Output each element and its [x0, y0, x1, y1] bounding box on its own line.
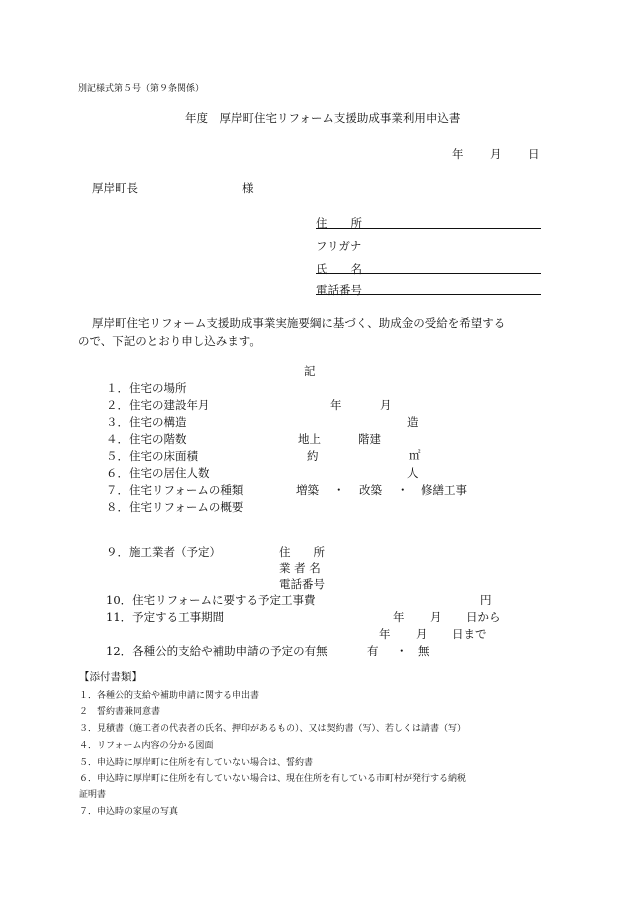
- item-12-public-subsidy: 12．各種公的支給や補助申請の予定の有無: [106, 644, 328, 658]
- applicant-furigana-label: フリガナ: [316, 239, 362, 253]
- attachment-6-line-2: 証明書: [79, 790, 107, 800]
- item-11-to-year: 年: [379, 627, 391, 641]
- item-6-residents: ６．住宅の居住人数: [106, 466, 210, 480]
- item-9-company-label: 業 者 名: [279, 561, 321, 575]
- item-12-option-yes[interactable]: 有: [367, 644, 379, 658]
- honorific: 様: [242, 181, 254, 195]
- item-12-option-no: 無: [418, 644, 430, 658]
- applicant-address-field[interactable]: [316, 228, 541, 229]
- attachment-4: ４．リフォーム内容の分かる図面: [79, 741, 214, 751]
- item-6-unit: 人: [407, 466, 419, 480]
- item-7-reform-type: ７．住宅リフォームの種類: [106, 483, 244, 497]
- form-number: 別記様式第５号（第９条関係）: [78, 84, 205, 94]
- item-11-from-day: 日から: [466, 610, 501, 624]
- item-7-option-extension[interactable]: 増築: [296, 483, 319, 497]
- applicant-phone-label: 電話番号: [316, 283, 362, 297]
- item-7-separator-2: ・: [397, 483, 409, 497]
- date-day-label: 日: [528, 147, 540, 161]
- addressee: 厚岸町長: [92, 181, 138, 195]
- form-title: 年度 厚岸町住宅リフォーム支援助成事業利用申込書: [185, 111, 461, 125]
- item-5-approx: 約: [307, 449, 319, 463]
- item-2-build-date: ２．住宅の建設年月: [106, 398, 210, 412]
- item-10-planned-cost: 10．住宅リフォームに要する予定工事費: [106, 593, 316, 607]
- item-10-yen-unit: 円: [480, 593, 492, 607]
- item-4-floors-unit: 階建: [358, 432, 381, 446]
- item-9-phone-label: 電話番号: [279, 577, 325, 591]
- item-7-option-repair[interactable]: 修繕工事: [421, 483, 467, 497]
- date-month-label: 月: [490, 147, 502, 161]
- item-1-location: １．住宅の場所: [106, 381, 187, 395]
- applicant-name-field[interactable]: [316, 273, 541, 274]
- item-8-reform-summary: ８．住宅リフォームの概要: [106, 500, 244, 514]
- applicant-name-label: 氏 名: [316, 262, 362, 276]
- applicant-address-label: 住 所: [316, 216, 362, 230]
- item-3-structure: ３．住宅の構造: [106, 415, 187, 429]
- ki-heading: 記: [304, 364, 316, 378]
- attachments-heading: 【添付書類】: [79, 671, 142, 683]
- item-12-separator: ・: [396, 644, 408, 658]
- attachment-2: ２ 誓約書兼同意書: [79, 707, 161, 717]
- item-4-floors: ４．住宅の階数: [106, 432, 187, 446]
- item-3-unit: 造: [407, 415, 419, 429]
- item-11-to-day: 日まで: [452, 627, 487, 641]
- attachment-6-line-1: ６．申込時に厚岸町に住所を有していない場合は、現在住所を有している市町村が発行する納税: [79, 774, 467, 784]
- item-7-separator-1: ・: [333, 483, 345, 497]
- item-2-year-unit: 年: [330, 398, 342, 412]
- item-11-to-month: 月: [416, 627, 428, 641]
- attachment-5: ５．申込時に厚岸町に住所を有していない場合は、誓約書: [79, 758, 314, 768]
- body-text-line-2: ので、下記のとおり申し込みます。: [78, 334, 261, 348]
- body-text-line-1: 厚岸町住宅リフォーム支援助成事業実施要綱に基づく、助成金の受給を希望する: [92, 316, 506, 330]
- item-7-option-remodel[interactable]: 改築: [359, 483, 382, 497]
- attachment-1: １．各種公的支給や補助申請に関する申出書: [79, 691, 260, 701]
- date-year-label: 年: [452, 147, 464, 161]
- item-9-contractor: ９．施工業者（予定）: [106, 545, 221, 559]
- item-11-from-year: 年: [393, 610, 405, 624]
- applicant-phone-field[interactable]: [316, 294, 541, 295]
- item-9-address-label: 住 所: [279, 545, 325, 559]
- item-11-construction-period: 11．予定する工事期間: [106, 610, 225, 624]
- attachment-3: ３．見積書（施工者の代表者の氏名、押印があるもの）、又は契約書（写）、若しくは請書（写）: [79, 724, 467, 734]
- item-11-from-month: 月: [430, 610, 442, 624]
- attachment-7: ７．申込時の家屋の写真: [79, 807, 179, 817]
- item-5-sqm-unit: ㎡: [409, 448, 421, 462]
- item-2-month-unit: 月: [380, 398, 392, 412]
- item-5-floor-area: ５．住宅の床面積: [106, 449, 198, 463]
- item-4-above-ground: 地上: [298, 432, 321, 446]
